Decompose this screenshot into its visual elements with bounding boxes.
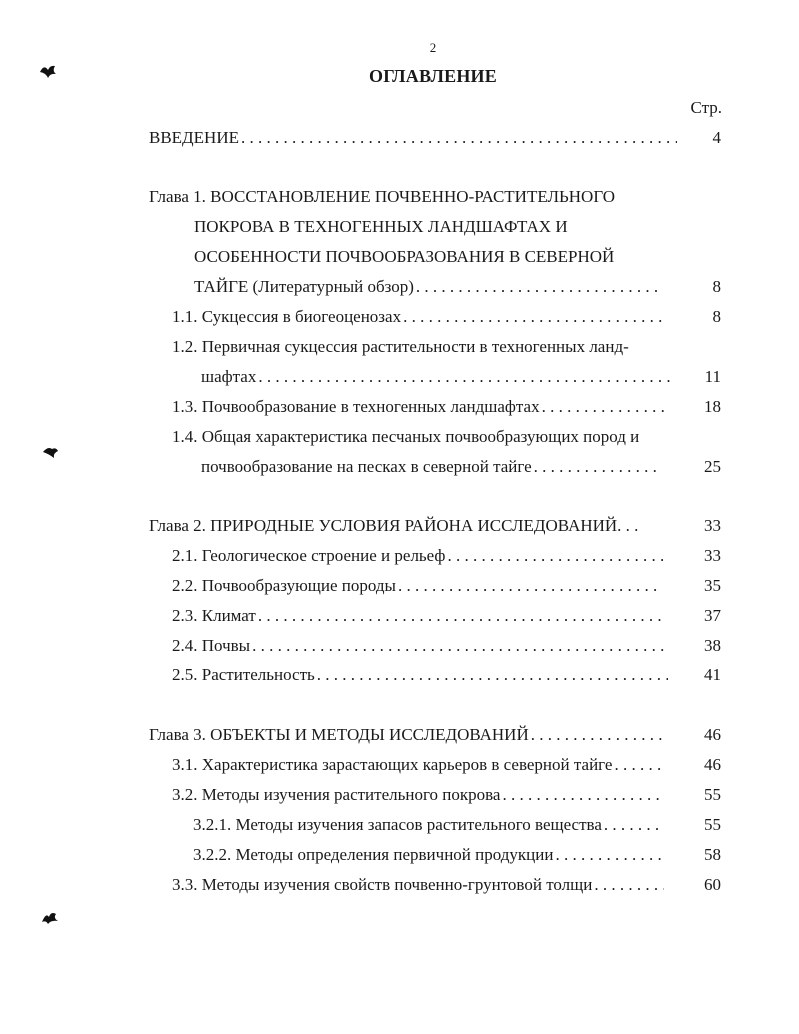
toc-entry-page: 25 [704, 457, 721, 476]
toc-entry-page: 41 [704, 665, 721, 684]
leader-dots [594, 872, 664, 898]
leader-dots [502, 782, 665, 808]
leader-dots [416, 274, 662, 300]
toc-entry-label: 1.3. Почвообразование в техногенных ландшафтах [172, 397, 540, 416]
toc-entry-page: 8 [712, 277, 721, 296]
toc-entry-label: Глава 1. ВОССТАНОВЛЕНИЕ ПОЧВЕННО-РАСТИТЕЛЬНОГО [149, 187, 616, 206]
toc-entry-page: 37 [704, 606, 721, 625]
leader-dots [252, 633, 668, 659]
toc-entry-label: 2.3. Климат [172, 606, 256, 625]
toc-entry-label: шафтах [201, 367, 257, 386]
toc-entry-2-1 [172, 543, 668, 569]
leader-dots [398, 573, 661, 599]
toc-entry-page: 55 [704, 815, 721, 834]
toc-entry-page: 18 [704, 397, 721, 416]
toc-entry-label: 1.4. Общая характеристика песчаных почвообразующих пород и [172, 427, 640, 446]
toc-entry-page: 46 [704, 725, 721, 744]
toc-entry-label: ВВЕДЕНИЕ [149, 128, 239, 147]
toc-entry-1-4 [201, 454, 660, 480]
leader-dots [447, 543, 668, 569]
leader-dots [531, 722, 667, 748]
leader-dots [258, 603, 665, 629]
toc-entry-page: 11 [704, 367, 721, 386]
toc-entry-2-4 [172, 633, 668, 659]
toc-entry-label: 2.1. Геологическое строение и рельеф [172, 546, 446, 565]
toc-entry-page: 33 [704, 546, 721, 565]
toc-entry-label: 2.5. Растительность [172, 665, 315, 684]
leader-dots [403, 304, 665, 330]
toc-entry-3-2-2 [193, 842, 666, 868]
toc-entry-chapter-3 [149, 722, 667, 748]
toc-entry-3-2 [172, 782, 665, 808]
toc-entry-label: ТАЙГЕ (Литературный обзор) [194, 277, 414, 296]
toc-entry-label: 3.3. Методы изучения свойств почвенно-грунтовой толщи [172, 875, 593, 894]
toc-entry-label: 2.2. Почвообразующие породы [172, 576, 396, 595]
toc-entry-label: 1.2. Первичная сукцессия растительности в техногенных ланд- [172, 337, 629, 356]
toc-entry-page: 33 [704, 516, 721, 535]
leader-dots [258, 364, 675, 390]
toc-entry-page: 38 [704, 636, 721, 655]
toc-entry-label: 3.2. Методы изучения растительного покрова [172, 785, 501, 804]
page-column-label: Стр. [690, 98, 722, 117]
toc-entry-page: 35 [704, 576, 721, 595]
toc-entry-page: 60 [704, 875, 721, 894]
toc-entry-page: 55 [704, 785, 721, 804]
toc-entry-label: ПОКРОВА В ТЕХНОГЕННЫХ ЛАНДШАФТАХ И [194, 217, 568, 236]
toc-title: ОГЛАВЛЕНИЕ [369, 66, 497, 86]
toc-entry-label: 3.1. Характеристика зарастающих карьеров в северной тайге [172, 755, 613, 774]
toc-entry-2-3 [172, 603, 665, 629]
toc-entry-page: 58 [704, 845, 721, 864]
toc-entry-chapter-2: Глава 2. ПРИРОДНЫЕ УСЛОВИЯ РАЙОНА ИССЛЕДОВАНИЙ. . . [149, 516, 639, 535]
toc-entry-3-1 [172, 752, 662, 778]
leader-dots [614, 752, 662, 778]
toc-entry-1-1 [172, 304, 665, 330]
toc-entry-1-2 [201, 364, 675, 390]
page-number: 2 [429, 40, 437, 55]
toc-entry-page: 4 [712, 128, 721, 147]
toc-entry-chapter-1 [194, 274, 662, 300]
toc-entry-label: почвообразование на песках в северной тайге [201, 457, 532, 476]
leader-dots [241, 125, 677, 151]
toc-entry-2-5 [172, 662, 668, 688]
leader-dots [542, 394, 668, 420]
toc-entry-label: 3.2.2. Методы определения первичной продукции [193, 845, 554, 864]
toc-entry-label: 1.1. Сукцессия в биогеоценозах [172, 307, 402, 326]
toc-entry-page: 46 [704, 755, 721, 774]
toc-entry-1-3 [172, 394, 668, 420]
leader-dots [534, 454, 660, 480]
toc-entry-label: 3.2.1. Методы изучения запасов растительного вещества [193, 815, 602, 834]
leader-dots [604, 812, 663, 838]
toc-entry-3-2-1 [193, 812, 663, 838]
leader-dots [317, 662, 668, 688]
toc-entry-label: ОСОБЕННОСТИ ПОЧВООБРАЗОВАНИЯ В СЕВЕРНОЙ [194, 247, 615, 266]
toc-entry-3-3 [172, 872, 664, 898]
toc-entry-label: 2.4. Почвы [172, 636, 251, 655]
toc-entry-page: 8 [712, 307, 721, 326]
toc-entry-introduction [149, 125, 677, 151]
toc-entry-2-2 [172, 573, 661, 599]
leader-dots [555, 842, 666, 868]
toc-entry-label: Глава 3. ОБЪЕКТЫ И МЕТОДЫ ИССЛЕДОВАНИЙ [149, 725, 529, 744]
